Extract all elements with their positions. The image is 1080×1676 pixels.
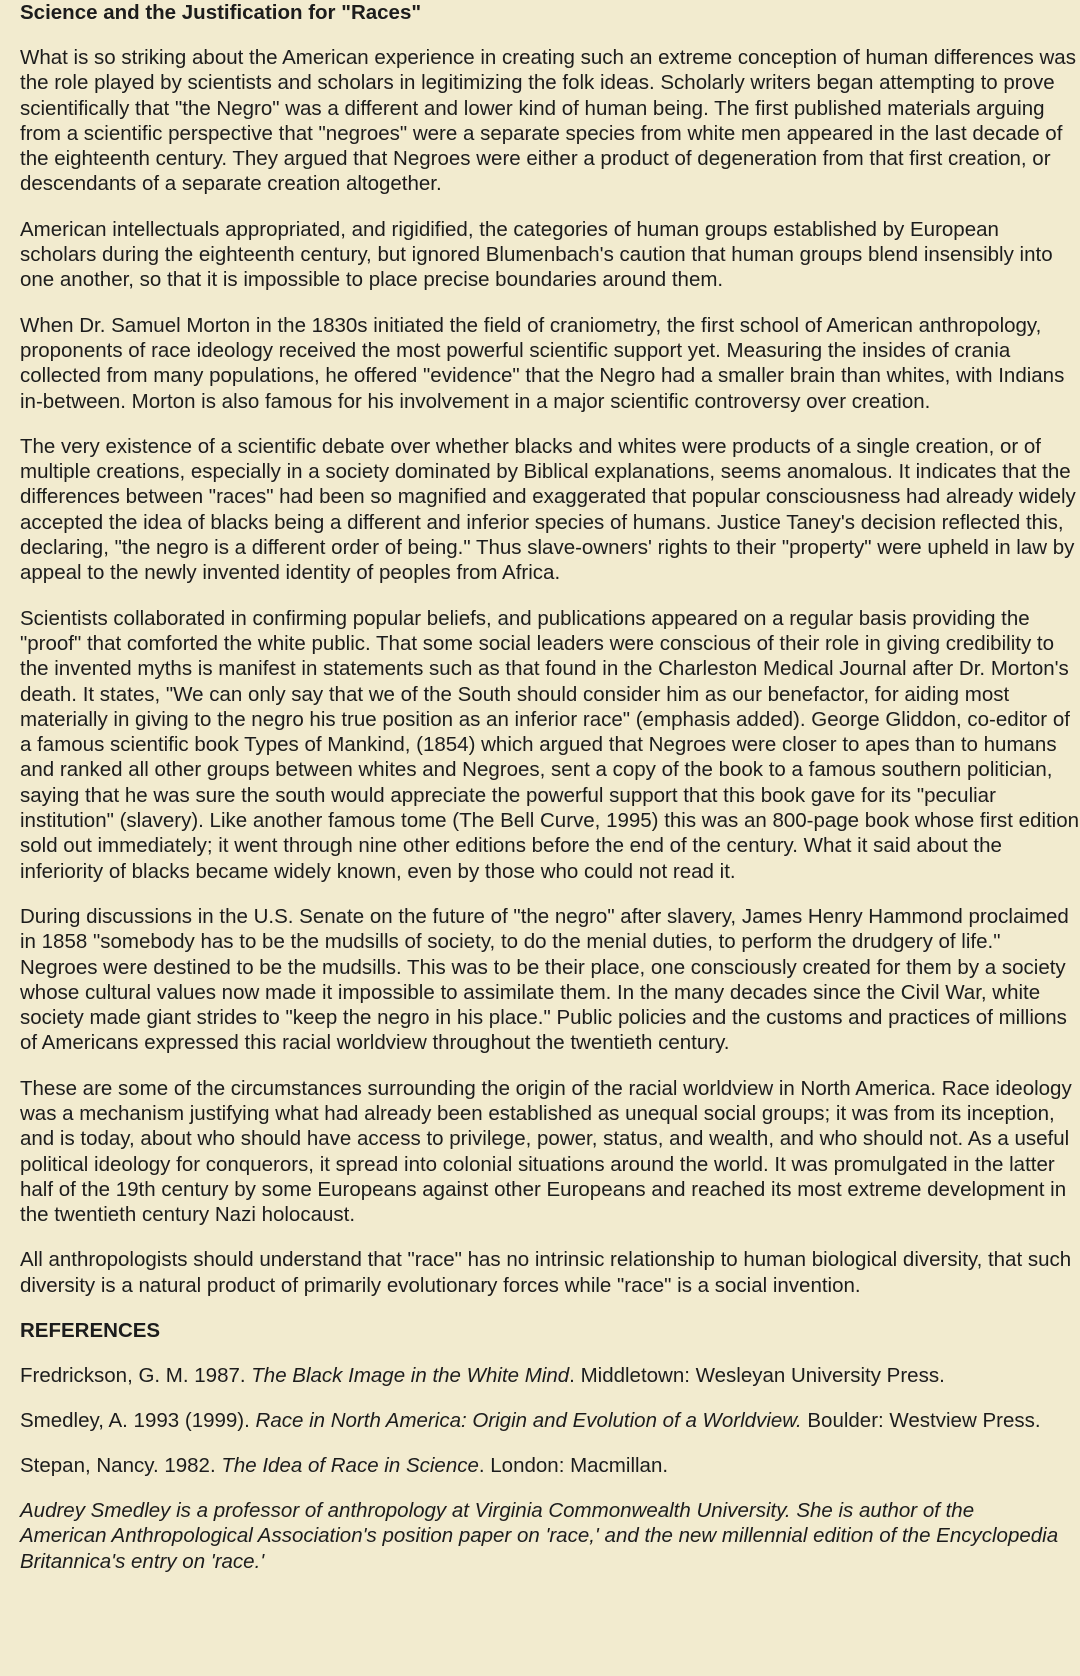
reference-2-publisher: Boulder: Westview Press. [801,1409,1041,1433]
paragraph-8: All anthropologists should understand that "race" has no intrinsic relationship to human biological diversity, that such diversity is a natural product of primarily evolutionary forces while "race" is a social invention. [20,1248,1072,1297]
reference-3-title: The Idea of Race in Science [221,1454,479,1478]
reference-1-author: Fredrickson, G. M. 1987. [20,1364,252,1388]
reference-2-author: Smedley, A. 1993 (1999). [20,1409,256,1433]
reference-2-title: Race in North America: Origin and Evolution of a Worldview. [255,1409,802,1433]
paragraph-6: During discussions in the U.S. Senate on the future of "the negro" after slavery, James Henry Hammond proclaimed in 1858 "somebody has to be the mudsills of society, to do the menial duties, to perform the drudgery of life." Negroes were destined to be the mudsills. This was to be their place, one consciously created for them by a society whose cultural values now made it impossible to assimilate them. In the many decades since the Civil War, white society made giant strides to "keep the negro in his place." Public policies and the customs and practices of millions of Americans expressed this racial worldview throughout the twentieth century. [20,904,1069,1055]
author-bio: Audrey Smedley is a professor of anthropology at Virginia Commonwealth University. She is author of the American Anthropological Association's position paper on 'race,' and the new millennial edition of the Encyclopedia Britannica's entry on 'race.' [20,1499,1059,1573]
paragraph-7: These are some of the circumstances surrounding the origin of the racial worldview in North America. Race ideology was a mechanism justifying what had already been established as unequal social groups; it was from its inception, and is today, about who should have access to privilege, power, status, and wealth, and who should not. As a useful political ideology for conquerors, it spread into colonial situations around the world. It was promulgated in the latter half of the 19th century by some Europeans against other Europeans and reached its most extreme development in the twentieth century Nazi holocaust. [20,1076,1072,1227]
reference-3-author: Stepan, Nancy. 1982. [20,1454,222,1478]
paragraph-1: What is so striking about the American experience in creating such an extreme conception of human differences was the role played by scientists and scholars in legitimizing the folk ideas. Scholarly writers began attempting to prove scientifically that "the Negro" was a different and lower kind of human being. The first published materials arguing from a scientific perspective that "negroes" were a separate species from white men appeared in the last decade of the eighteenth century. They argued that Negroes were either a product of degeneration from that first creation, or descendants of a separate creation altogether. [20,46,1076,196]
article-title: Science and the Justification for "Races" [20,1,422,24]
reference-item-1 [20,1363,1080,1388]
paragraph-5: Scientists collaborated in confirming popular beliefs, and publications appeared on a regular basis providing the "proof" that comforted the white public. That some social leaders were conscious of their role in giving credibility to the invented myths is manifest in statements such as that found in the Charleston Medical Journal after Dr. Morton's death. It states, "We can only say that we of the South should consider him as our benefactor, for aiding most materially in giving to the negro his true position as an inferior race" (emphasis added). George Gliddon, co-editor of a famous scientific book Types of Mankind, (1854) which argued that Negroes were closer to apes than to humans and ranked all other groups between whites and Negroes, sent a copy of the book to a famous southern politician, saying that he was sure the south would appreciate the powerful support that this book gave for its "peculiar institution" (slavery). Like another famous tome (The Bell Curve, 1995) this was an 800-page book whose first edition sold out immediately; it went through nine other editions before the end of the century. What it said about the inferiority of blacks became widely known, even by those who could not read it. [20,606,1080,883]
reference-item-2 [20,1408,1080,1433]
reference-1-publisher: . Middletown: Wesleyan University Press. [569,1364,945,1388]
reference-3-publisher: . London: Macmillan. [478,1454,669,1478]
paragraph-3: When Dr. Samuel Morton in the 1830s initiated the field of craniometry, the first school of American anthropology, proponents of race ideology received the most powerful scientific support yet. Measuring the insides of crania collected from many populations, he offered "evidence" that the Negro had a smaller brain than whites, with Indians in-between. Morton is also famous for his involvement in a major scientific controversy over creation. [20,313,1065,413]
paragraph-2: American intellectuals appropriated, and rigidified, the categories of human groups established by European scholars during the eighteenth century, but ignored Blumenbach's caution that human groups blend insensibly into one another, so that it is impossible to place precise boundaries around them. [20,217,1053,292]
references-heading: REFERENCES [20,1319,161,1343]
reference-1-title: The Black Image in the White Mind [251,1364,570,1388]
paragraph-4: The very existence of a scientific debate over whether blacks and whites were products of a single creation, or of multiple creations, especially in a society dominated by Biblical explanations, seems anomalous. It indicates that the differences between "races" had been so magnified and exaggerated that popular consciousness had already widely accepted the idea of blacks being a different and inferior species of humans. Justice Taney's decision reflected this, declaring, "the negro is a different order of being." Thus slave-owners' rights to their "property" were upheld in law by appeal to the newly invented identity of peoples from Africa. [20,434,1076,585]
reference-item-3 [20,1453,1080,1478]
